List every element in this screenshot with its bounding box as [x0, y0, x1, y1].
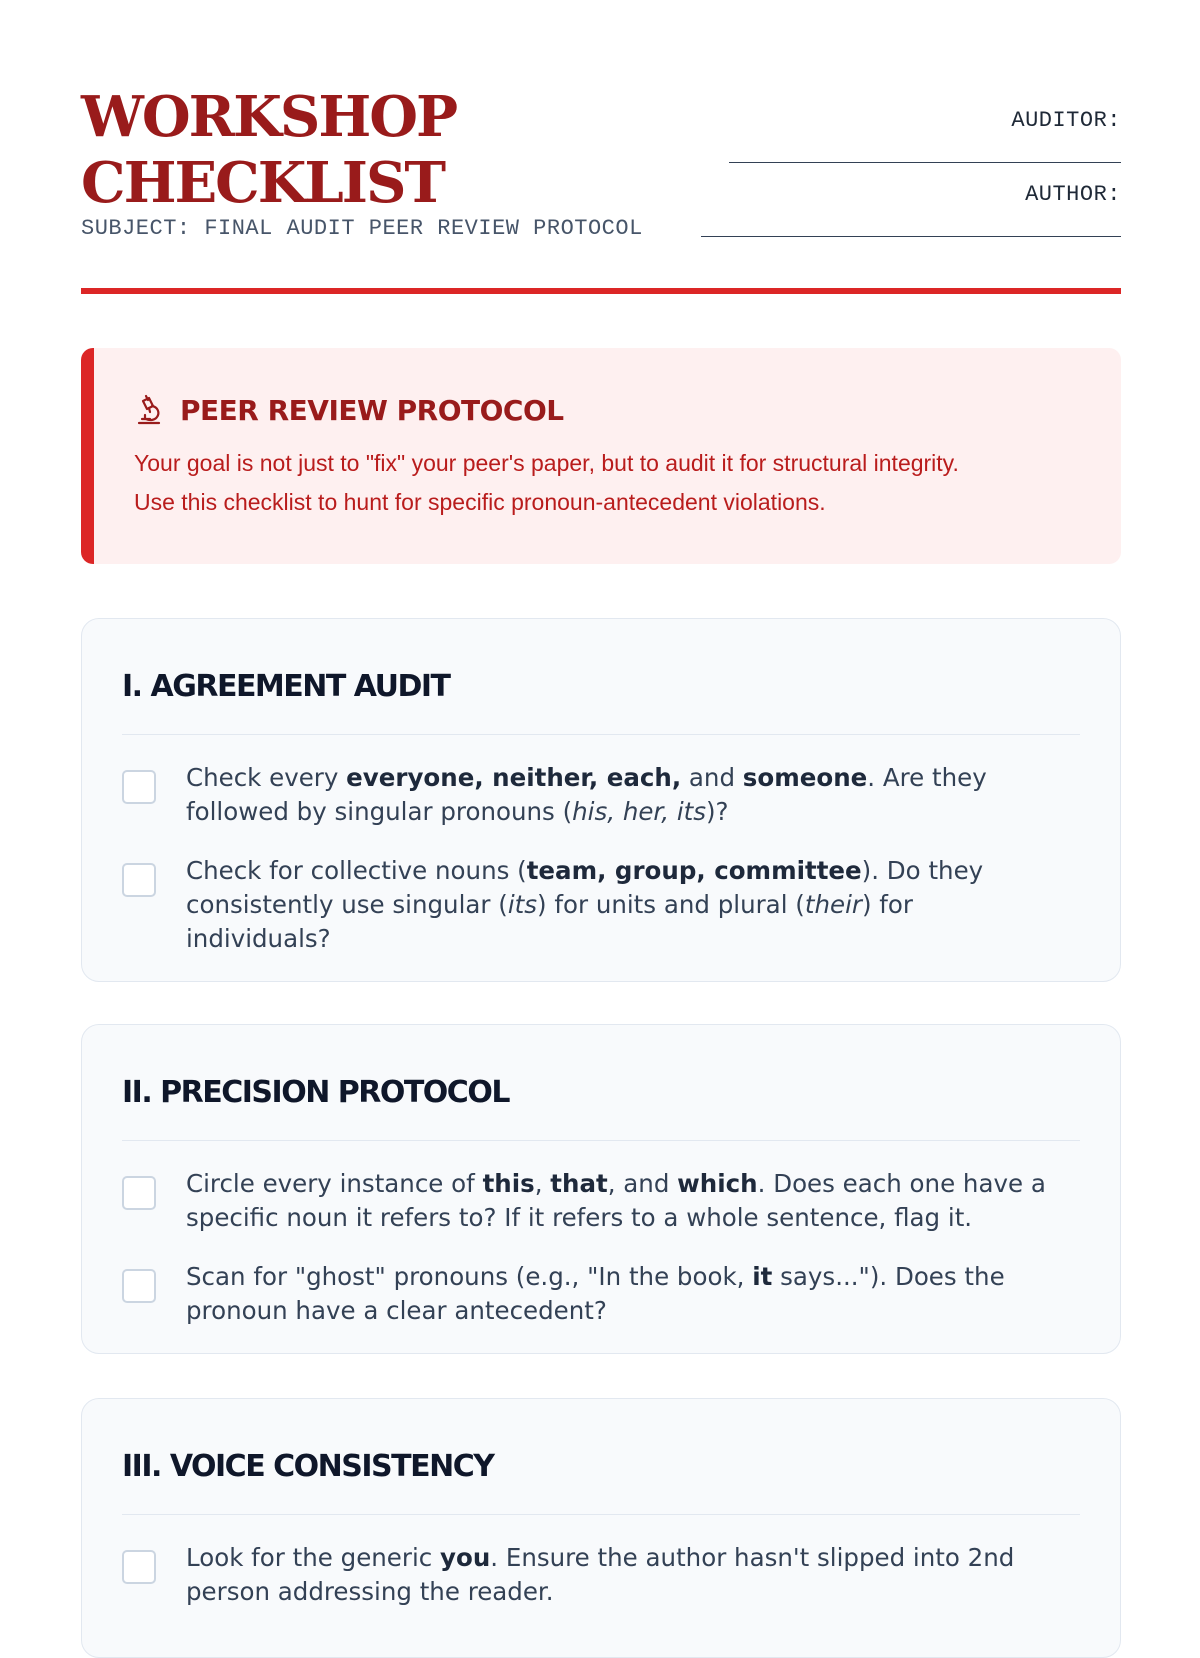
section-precision-protocol [81, 1024, 1121, 1354]
checklist-item [122, 1541, 1080, 1609]
author-field[interactable] [701, 180, 1121, 254]
bold-term: that [550, 1169, 608, 1198]
auditor-field[interactable] [701, 106, 1121, 180]
text-span: , [534, 1169, 551, 1198]
text-span: ). Do they consistently use singular ( [186, 856, 984, 919]
text-span: Check every [186, 763, 347, 792]
microscope-icon [134, 394, 164, 426]
notice-line-1: Your goal is not just to "fix" your peer's paper, but to audit it for structural integrity. [134, 450, 959, 476]
checklist-item [122, 761, 1080, 829]
text-span: . Does each one have a specific noun it refers to? If it refers to a whole sentence, flag it. [186, 1169, 1046, 1232]
title-line-2: CHECKLIST [81, 150, 445, 216]
bold-term: it [752, 1262, 773, 1291]
item-text [186, 1167, 1056, 1235]
checkbox[interactable] [122, 1269, 156, 1303]
item-text [186, 854, 1056, 956]
page-header [81, 0, 1121, 296]
checklist-item [122, 854, 1080, 956]
text-span: ) for units and plural ( [537, 890, 805, 919]
italic-term: its [507, 890, 537, 919]
notice-body [134, 444, 1081, 522]
checkbox[interactable] [122, 770, 156, 804]
text-span: Look for the generic [186, 1543, 441, 1572]
text-span: says..."). Does the pronoun have a clear antecedent? [186, 1262, 1005, 1325]
text-span: Circle every instance of [186, 1169, 483, 1198]
bold-term: someone [742, 763, 868, 792]
bold-term: you [440, 1543, 491, 1572]
checklist-item [122, 1167, 1080, 1235]
checklist-item [122, 1260, 1080, 1328]
subject-line: SUBJECT: FINAL AUDIT PEER REVIEW PROTOCOL [81, 216, 643, 241]
section-agreement-audit [81, 618, 1121, 982]
italic-term: their [804, 890, 862, 919]
bold-term: everyone, neither, each, [346, 763, 682, 792]
checkbox[interactable] [122, 863, 156, 897]
bold-term: this [482, 1169, 535, 1198]
text-span: . Ensure the author hasn't slipped into 2nd person addressing the reader. [186, 1543, 1015, 1606]
worksheet-page [81, 0, 1121, 1606]
signature-fields [701, 106, 1121, 254]
item-text [186, 1541, 1056, 1609]
text-span: )? [706, 797, 729, 826]
text-span: Scan for "ghost" pronouns (e.g., "In the book, [186, 1262, 753, 1291]
section-title: II. PRECISION PROTOCOL [122, 1065, 1080, 1141]
text-span: and [681, 763, 743, 792]
item-text [186, 1260, 1056, 1328]
section-voice-consistency [81, 1398, 1121, 1658]
notice-line-2: Use this checklist to hunt for specific pronoun-antecedent violations. [134, 489, 826, 515]
protocol-notice [81, 348, 1121, 564]
page-title [81, 84, 701, 216]
auditor-blank-line[interactable] [729, 162, 1121, 163]
text-span: ) for individuals? [186, 890, 913, 953]
notice-header [134, 390, 1081, 430]
item-text [186, 761, 1056, 829]
text-span: . Are they followed by singular pronouns ( [186, 763, 987, 826]
text-span: Check for collective nouns ( [186, 856, 527, 885]
title-line-1: WORKSHOP [81, 84, 457, 150]
author-label: AUTHOR: [1025, 182, 1121, 207]
auditor-label: AUDITOR: [1011, 108, 1121, 133]
author-blank-line[interactable] [701, 236, 1121, 237]
header-divider [81, 288, 1121, 294]
section-title: I. AGREEMENT AUDIT [122, 659, 1080, 735]
checkbox[interactable] [122, 1176, 156, 1210]
italic-term: his, her, its [572, 797, 706, 826]
bold-term: team, group, committee [526, 856, 862, 885]
bold-term: which [677, 1169, 758, 1198]
text-span: , and [607, 1169, 678, 1198]
checkbox[interactable] [122, 1550, 156, 1584]
notice-title: PEER REVIEW PROTOCOL [180, 393, 564, 427]
section-title: III. VOICE CONSISTENCY [122, 1439, 1080, 1515]
